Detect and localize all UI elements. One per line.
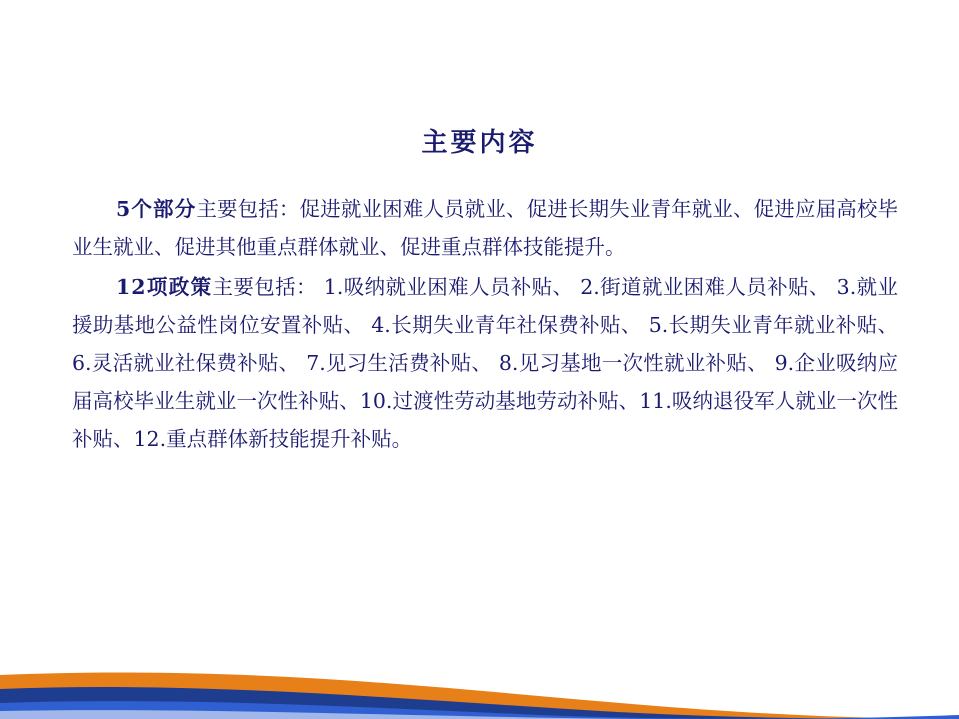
slide-body xyxy=(72,190,898,460)
paragraph-1 xyxy=(72,190,898,266)
page-title: 主要内容 xyxy=(421,128,538,158)
paragraph-1-lead: 5个部分 xyxy=(116,197,197,221)
paragraph-2 xyxy=(72,268,898,458)
footer-decoration xyxy=(0,637,959,719)
paragraph-2-text: 主要包括： 1.吸纳就业困难人员补贴、 2.街道就业困难人员补贴、 3.就业援助基地公益性岗位安置补贴、 4.长期失业青年社保费补贴、 5.长期失业青年就业补贴、 6.灵活就业社保费补贴、 7.见习生活费补贴、 8.见习基地一次性就业补贴、 9.企业吸纳应届高校毕业生就业一次性补贴、10.过渡性劳动基地劳动补贴、11.吸纳退役军人就业一次性补贴、12.重点群体新技能提升补贴。 xyxy=(72,275,898,451)
paragraph-2-lead: 12项政策 xyxy=(116,275,213,299)
paragraph-1-text: 主要包括：促进就业困难人员就业、促进长期失业青年就业、促进应届高校毕业生就业、促进其他重点群体就业、促进重点群体技能提升。 xyxy=(72,197,899,259)
